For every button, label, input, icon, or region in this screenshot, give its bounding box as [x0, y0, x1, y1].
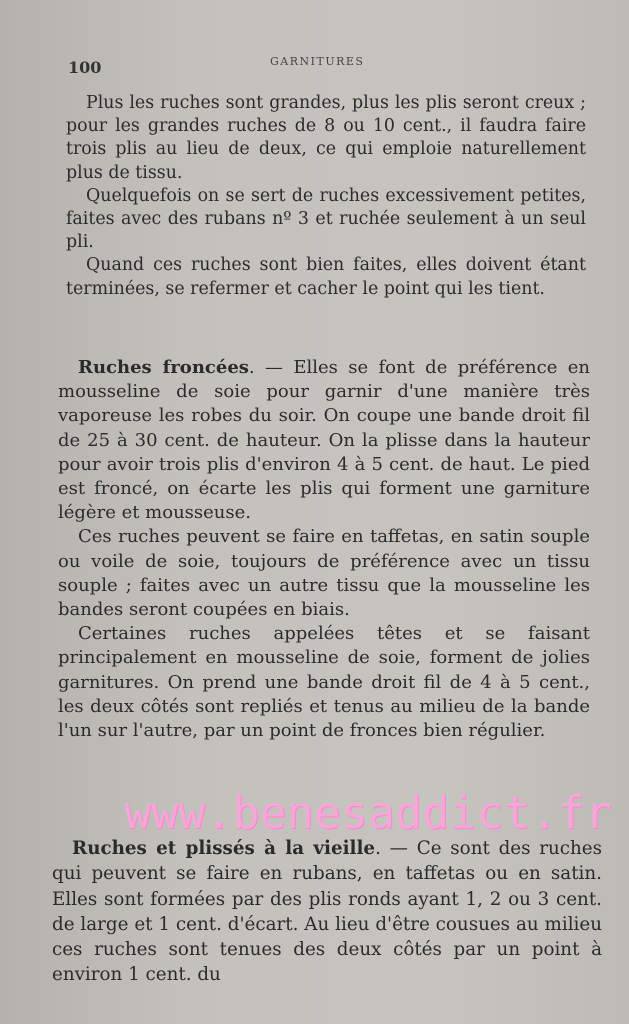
watermark: www.benesaddict.fr [124, 786, 612, 839]
paragraph: Ces ruches peuvent se faire en taffetas, en satin souple ou voile de soie, toujours de préférence avec un tissu souple ; faites avec un autre tissu que la mousseline les bandes seront coupées en biais. [58, 526, 590, 621]
paragraph: Certaines ruches appelées têtes et se faisant principalement en mousseline de soie, forment de jolies garnitures. On prend une bande droit fil de 4 à 5 cent., les deux côtés sont repliés et tenus au milieu de la bande l'un sur l'autre, par un point de fronces bien régulier. [58, 623, 590, 742]
section-heading: Ruches froncées [78, 357, 249, 378]
paragraph [58, 356, 590, 525]
section-ruches-vieille [52, 836, 602, 988]
section-ruches-intro [66, 92, 586, 301]
page-number: 100 [68, 58, 102, 77]
running-head: GARNITURES [270, 55, 365, 68]
paragraph-lead-text: . — Ce sont des ruches qui peuvent se faire en rubans, en taffetas ou en satin. Elles sont formées par des plis ronds ayant 1, 2 ou 3 cent. de large et 1 cent. d'écart. Au lieu d'être cousues au milieu ces ruches sont tenues des deux côtés par un point à environ 1 cent. du [52, 838, 602, 986]
paragraph [52, 836, 602, 988]
paragraph: Plus les ruches sont grandes, plus les plis seront creux ; pour les grandes ruches de 8 ou 10 cent., il faudra faire trois plis au lieu de deux, ce qui emploie naturellement plus de tissu. [66, 93, 586, 183]
paragraph-lead-text: . — Elles se font de préférence en mousseline de soie pour garnir d'une manière très vaporeuse les robes du soir. On coupe une bande droit fil de 25 à 30 cent. de hauteur. On la plisse dans la hauteur pour avoir trois plis d'environ 4 à 5 cent. de haut. Le pied est froncé, on écarte les plis qui forment une garniture légère et mousseuse. [58, 357, 590, 524]
section-heading: Ruches et plissés à la vieille [72, 838, 376, 859]
section-ruches-froncees [58, 356, 590, 743]
paragraph: Quelquefois on se sert de ruches excessivement petites, faites avec des rubans nº 3 et ruchée seulement à un seul pli. [66, 185, 586, 253]
paragraph: Quand ces ruches sont bien faites, elles doivent étant terminées, se refermer et cacher le point qui les tient. [66, 255, 586, 299]
